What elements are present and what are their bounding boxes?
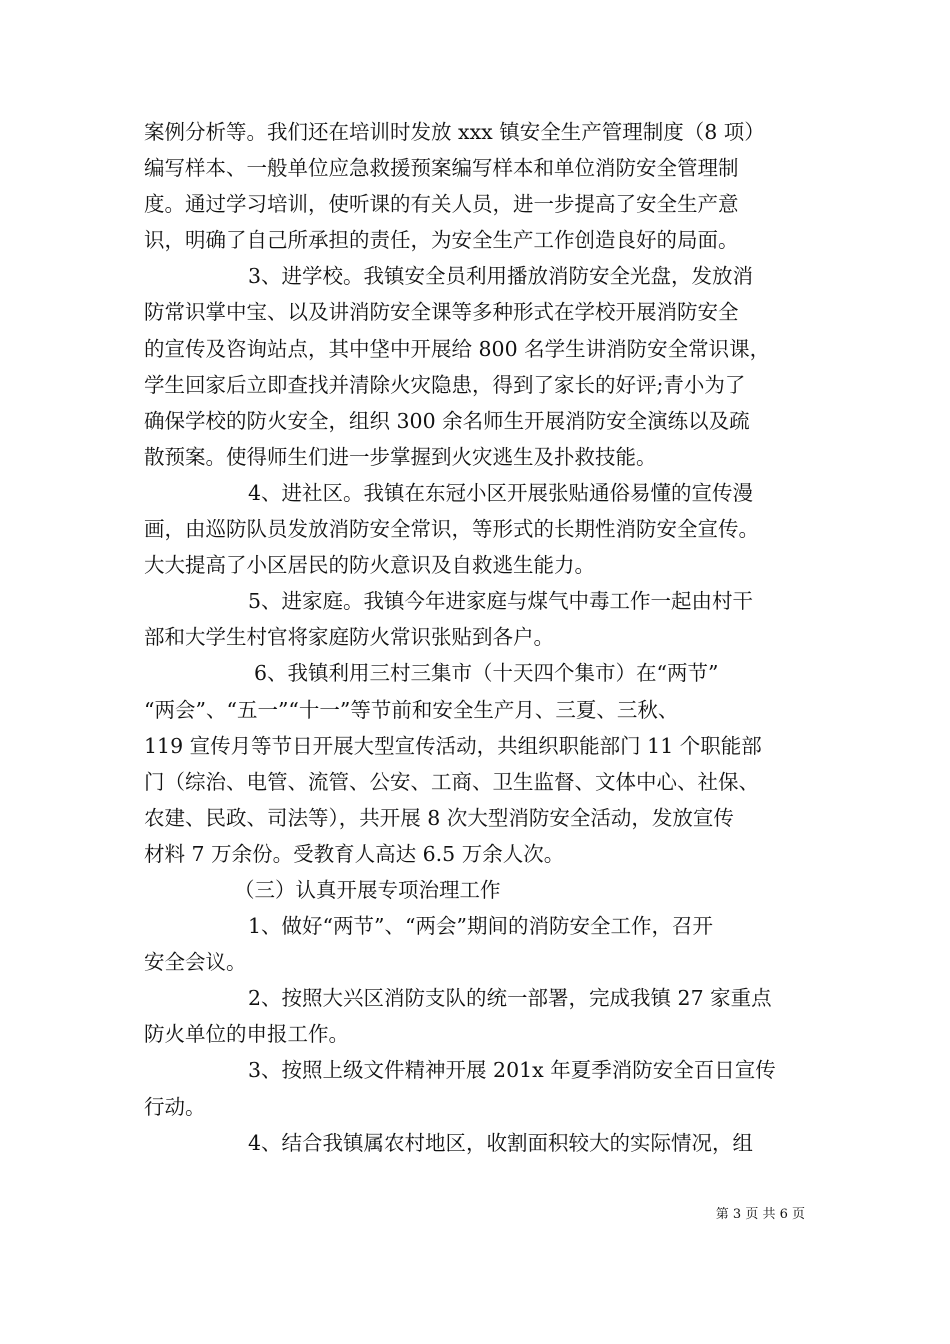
text-line: “两会”、“五一”“十一”等节前和安全生产月、三夏、三秋、 [144,697,679,722]
text-line: 度。通过学习培训，使听课的有关人员，进一步提高了安全生产意 [144,192,739,217]
document-body [144,114,806,1161]
text-line: 安全会议。 [144,950,247,975]
text-line: 防常识掌中宝、以及讲消防安全课等多种形式在学校开展消防安全 [144,300,739,325]
text-line: 识，明确了自己所承担的责任，为安全生产工作创造良好的局面。 [144,228,739,253]
text-line: 门（综治、电管、流管、公安、工商、卫生监督、文体中心、社保、 [144,769,759,794]
paragraph-start-line: 6、我镇利用三村三集市（十天四个集市）在“两节” [254,661,719,686]
text-line: 119 宣传月等节日开展大型宣传活动，共组织职能部门 11 个职能部 [144,733,762,758]
text-line: 确保学校的防火安全，组织 300 余名师生开展消防安全演练以及疏 [144,408,750,433]
text-line: 行动。 [144,1094,206,1119]
text-line: 大大提高了小区居民的防火意识及自救逃生能力。 [144,553,595,578]
text-line: 农建、民政、司法等），共开展 8 次大型消防安全活动，发放宣传 [144,805,734,830]
text-line: 散预案。使得师生们进一步掌握到火灾逃生及扑救技能。 [144,444,657,469]
text-line: 材料 7 万余份。受教育人高达 6.5 万余人次。 [144,841,565,866]
text-line: 案例分析等。我们还在培训时发放 xxx 镇安全生产管理制度（8 项） [144,120,765,144]
paragraph-start-line: 5、进家庭。我镇今年进家庭与煤气中毒工作一起由村干 [248,589,754,614]
text-line: 学生回家后立即查找并清除火灾隐患，得到了家长的好评;青小为了 [144,372,746,397]
paragraph-start-line: 3、按照上级文件精神开展 201x 年夏季消防安全百日宣传 [248,1058,776,1083]
paragraph-start-line: 3、进学校。我镇安全员利用播放消防安全光盘，发放消 [248,264,754,289]
paragraph-start-line: 4、结合我镇属农村地区，收割面积较大的实际情况，组 [248,1130,754,1155]
page-number: 第 3 页 共 6 页 [715,1207,805,1222]
section-heading: （三）认真开展专项治理工作 [234,877,501,902]
text-line: 画，由巡防队员发放消防安全常识，等形式的长期性消防安全宣传。 [144,517,759,542]
text-line: 部和大学生村官将家庭防火常识张贴到各户。 [144,625,554,650]
text-line: 编写样本、一般单位应急救援预案编写样本和单位消防安全管理制 [144,156,739,181]
paragraph-start-line: 1、做好“两节”、“两会”期间的消防安全工作，召开 [248,914,713,939]
paragraph-start-line: 2、按照大兴区消防支队的统一部署，完成我镇 27 家重点 [248,986,772,1011]
text-line: 的宣传及咨询站点，其中垡中开展给 800 名学生讲消防安全常识课， [144,336,771,361]
paragraph-start-line: 4、进社区。我镇在东冠小区开展张贴通俗易懂的宣传漫 [248,480,754,505]
text-line: 防火单位的申报工作。 [144,1022,349,1047]
